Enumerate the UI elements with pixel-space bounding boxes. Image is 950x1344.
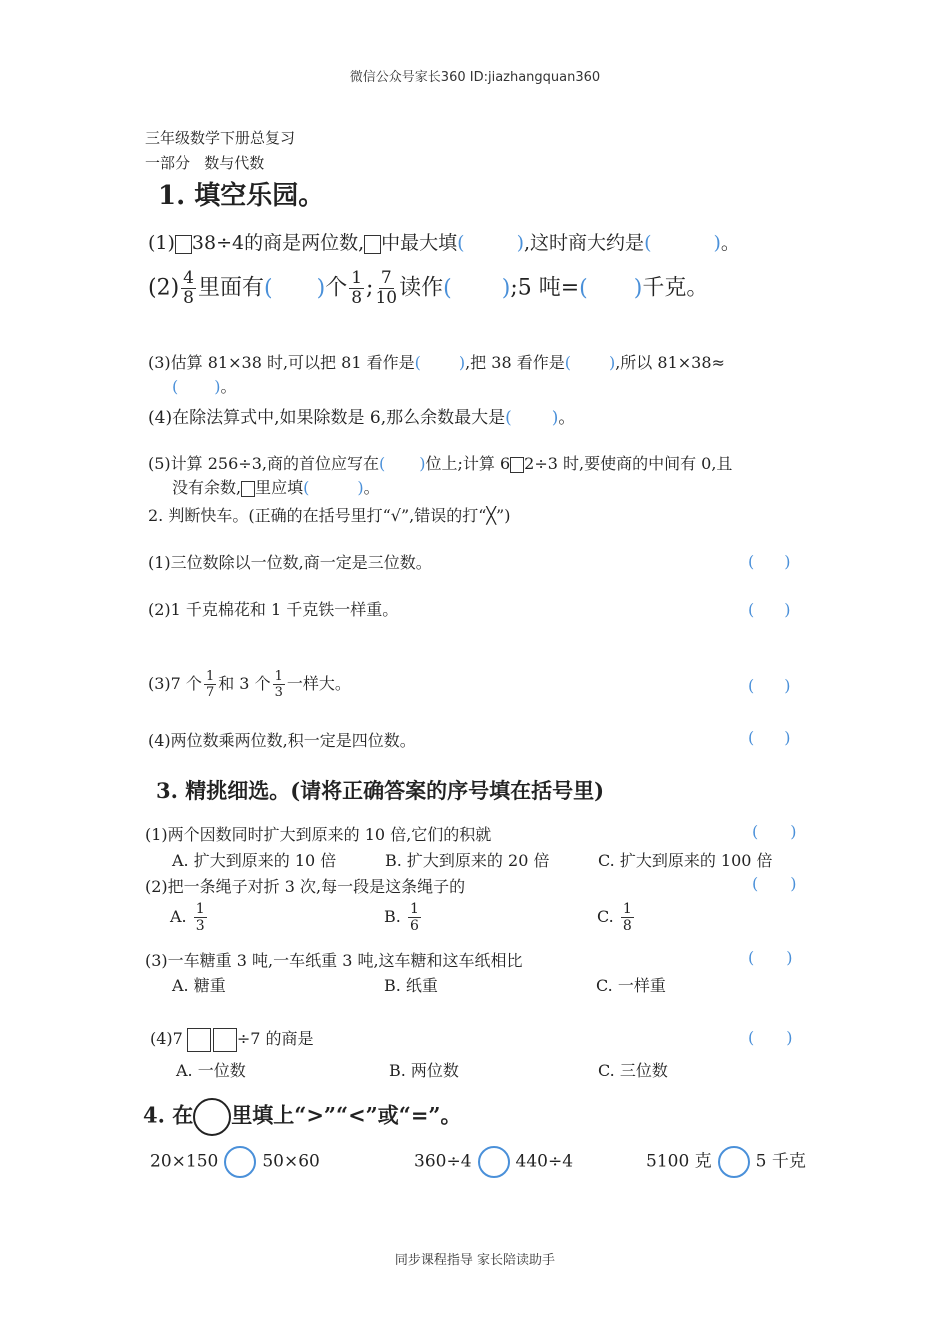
compare-circle[interactable] [224,1146,256,1178]
q-text: 位上;计算 6 [425,454,511,473]
heading-text: 4. 在 [143,1102,194,1128]
q-text: ; [366,275,374,301]
answer-blank[interactable]: ( ) [644,232,721,254]
judge-blank[interactable]: ( ) [748,552,791,571]
s1-question-5 [148,451,732,474]
s3-q1-option-a[interactable]: A. 扩大到原来的 10 倍 [172,851,337,870]
option-letter: B. [384,907,401,926]
section-1-heading: 1. 填空乐园。 [158,181,325,211]
fraction-denominator: 6 [409,918,419,934]
compare-right: 50×60 [262,1151,320,1172]
fraction [349,270,364,307]
q-text: 2÷3 时,要使商的中间有 0,且 [524,454,733,473]
s3-q4-option-c[interactable]: C. 三位数 [598,1061,668,1080]
document-subtitle: 一部分 数与代数 [145,154,265,172]
s1-question-2 [148,270,708,307]
q-text: ,所以 81×38≈ [615,353,725,372]
fraction-denominator: 3 [274,685,283,700]
fraction-numerator: 1 [205,669,215,684]
s3-q4-option-a[interactable]: A. 一位数 [176,1061,246,1080]
blank-box [241,481,255,497]
s3-q3-option-a[interactable]: A. 糖重 [172,976,226,995]
compare-item-2 [414,1146,573,1178]
compare-right: 440÷4 [515,1151,574,1172]
judge-blank[interactable]: ( ) [748,728,791,747]
q-text: 一样大。 [286,674,351,693]
answer-blank[interactable]: ( ) [414,353,466,372]
s3-q2-option-a[interactable] [170,902,209,933]
answer-blank[interactable]: ( ) [443,275,511,301]
s1-question-1 [148,228,740,255]
fraction [408,902,421,933]
q-text: (3)估算 81×38 时,可以把 81 看作是 [148,353,415,372]
q-text: 。 [363,478,380,497]
fraction-denominator: 8 [622,918,632,934]
fraction-numerator: 4 [183,268,194,288]
q-text: 千克。 [642,275,709,301]
q-text: ,把 38 看作是 [465,353,565,372]
fraction-numerator: 1 [351,268,363,288]
page-header: 微信公众号家长360 ID:jiazhangquan360 [349,70,601,85]
judge-blank[interactable]: ( ) [748,676,791,695]
q-text: 。 [558,408,576,428]
q-text: (4)7 [150,1029,183,1048]
judge-blank[interactable]: ( ) [748,600,791,619]
choice-blank[interactable]: ( ) [748,1028,793,1047]
s1-question-5-cont [172,475,380,498]
q-text: 中最大填 [381,232,458,254]
fraction-numerator: 1 [274,669,283,684]
q-text: (3)7 个 [148,674,202,693]
section-2-heading: 2. 判断快车。(正确的在括号里打“√”,错误的打“╳”) [148,506,511,525]
blank-box [510,457,524,473]
fraction-numerator: 1 [622,901,632,917]
option-letter: C. [597,907,614,926]
document-title: 三年级数学下册总复习 [145,129,296,147]
s3-q4-stem [150,1026,314,1052]
compare-left: 5100 克 [646,1151,712,1172]
fraction-denominator: 8 [183,288,194,308]
answer-blank[interactable]: ( ) [457,232,525,254]
q-number: (1) [148,232,175,254]
circle-symbol [193,1098,231,1136]
q-text: 读作 [399,275,444,301]
fraction [204,670,216,699]
compare-left: 20×150 [150,1151,219,1172]
answer-blank[interactable]: ( ) [378,454,426,473]
q-text: 。 [720,232,740,254]
s1-question-4 [148,403,575,428]
s3-q2-option-c[interactable] [597,902,636,933]
q-text: (4)在除法算式中,如果除数是 6,那么余数最大是 [148,408,506,428]
s3-q4-option-b[interactable]: B. 两位数 [389,1061,459,1080]
compare-item-3 [646,1146,806,1178]
compare-right: 5 千克 [755,1151,806,1172]
q-text: 38÷4的商是两位数, [191,232,365,254]
q-text: 。 [220,377,237,396]
q-text: 里面有 [198,275,265,301]
blank-box [213,1028,237,1052]
s3-q2-option-b[interactable] [384,902,423,933]
section-3-heading: 3. 精挑细选。(请将正确答案的序号填在括号里) [156,778,605,803]
answer-blank[interactable]: ( ) [264,275,326,301]
q-text: 没有余数, [172,478,242,497]
answer-blank[interactable]: ( ) [172,377,221,396]
s3-q1-option-b[interactable]: B. 扩大到原来的 20 倍 [385,851,550,870]
fraction-numerator: 1 [409,901,419,917]
page-footer: 同步课程指导 家长陪读助手 [394,1253,556,1268]
fraction [194,902,207,933]
answer-blank[interactable]: ( ) [564,353,616,372]
fraction [621,902,634,933]
s3-q1-option-c[interactable]: C. 扩大到原来的 100 倍 [598,851,773,870]
blank-box [187,1028,211,1052]
fraction [181,270,196,307]
blank-box [364,235,381,254]
q-text: ,这时商大约是 [524,232,645,254]
answer-blank[interactable]: ( ) [303,478,364,497]
blank-box [175,235,192,254]
choice-blank[interactable]: ( ) [752,874,797,893]
s2-question-4: (4)两位数乘两位数,积一定是四位数。 [148,731,416,750]
q-text: (5)计算 256÷3,商的首位应写在 [148,454,379,473]
fraction-denominator: 7 [205,685,215,700]
compare-circle[interactable] [718,1146,750,1178]
heading-text: 里填上“>”“<”或“=”。 [231,1102,462,1128]
fraction-denominator: 3 [195,918,205,934]
s3-q3-stem: (3)一车糖重 3 吨,一车纸重 3 吨,这车糖和这车纸相比 [145,951,523,970]
answer-blank[interactable]: ( ) [505,408,559,428]
q-text: ;5 吨= [510,275,580,301]
fraction-denominator: 10 [375,288,398,308]
s3-q3-option-b[interactable]: B. 纸重 [384,976,438,995]
compare-item-1 [150,1146,320,1178]
answer-blank[interactable]: ( ) [579,275,643,301]
s2-question-3 [148,670,351,699]
q-text: 和 3 个 [218,674,271,693]
option-letter: A. [170,907,187,926]
fraction [375,270,397,307]
q-text: 里应填 [255,478,304,497]
fraction [273,670,285,699]
compare-circle[interactable] [478,1146,510,1178]
q-text: 个 [325,275,348,301]
section-4-heading [143,1098,462,1136]
choice-blank[interactable]: ( ) [748,948,793,967]
fraction-numerator: 7 [380,268,392,288]
choice-blank[interactable]: ( ) [752,822,797,841]
q-text: ÷7 的商是 [236,1029,314,1048]
s3-q3-option-c[interactable]: C. 一样重 [596,976,666,995]
s3-q2-stem: (2)把一条绳子对折 3 次,每一段是这条绳子的 [145,877,466,896]
fraction-numerator: 1 [195,901,205,917]
compare-left: 360÷4 [414,1151,472,1172]
s2-question-2: (2)1 千克棉花和 1 千克铁一样重。 [148,600,399,619]
s2-question-1: (1)三位数除以一位数,商一定是三位数。 [148,553,432,572]
s1-question-3-cont [172,374,237,397]
q-number: (2) [148,275,180,301]
s1-question-3 [148,350,725,373]
s3-q1-stem: (1)两个因数同时扩大到原来的 10 倍,它们的积就 [145,825,492,844]
fraction-denominator: 8 [351,288,363,308]
